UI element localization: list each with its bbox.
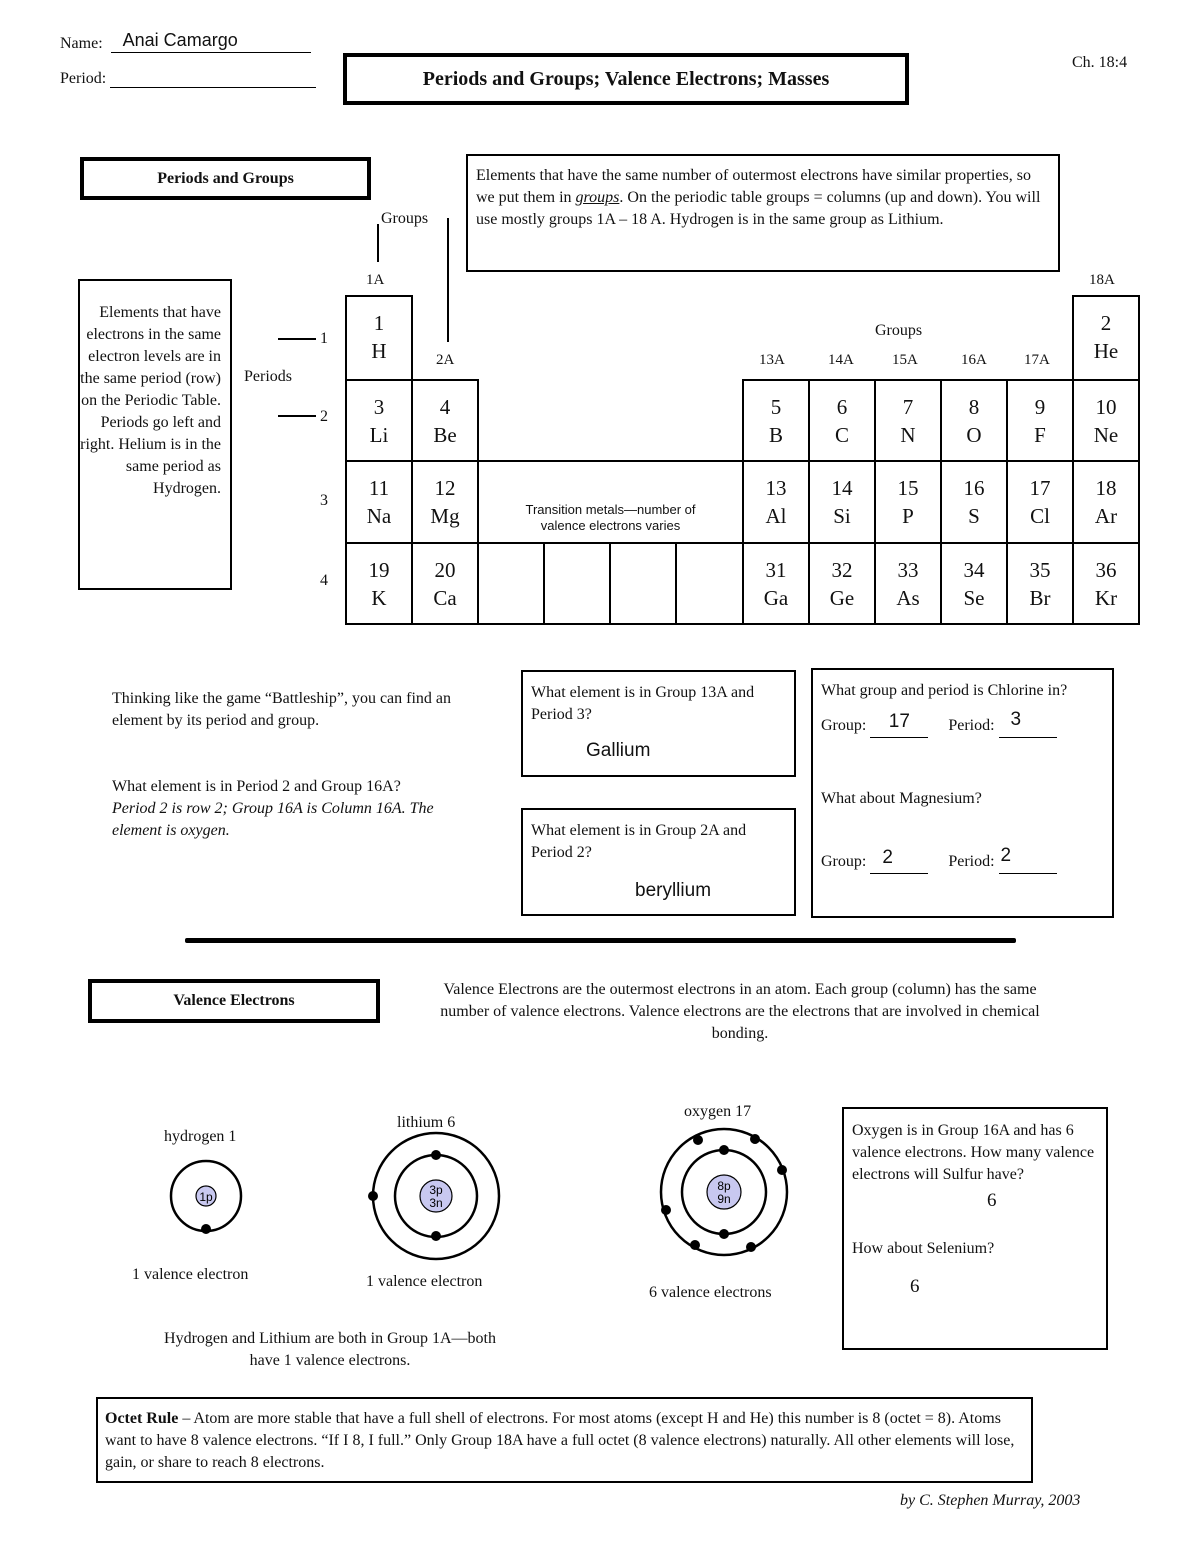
- lithium-atom-diagram: [362, 1130, 507, 1275]
- cl-period-value: 3: [1010, 709, 1022, 730]
- groups-note-em: groups: [575, 189, 620, 206]
- oxygen-caption: 6 valence electrons: [649, 1284, 772, 1301]
- element-cell: 20 Ca: [411, 542, 479, 625]
- period-2-pointer: [278, 415, 316, 417]
- q2-box: [521, 808, 796, 916]
- groups-note-b: . On the periodic table groups = columns (up and down). You will use mostly groups 1A – 18 A. Hydrogen is in the same group as Lithium.: [476, 189, 1041, 228]
- cl-group-field[interactable]: [870, 711, 928, 738]
- element-cell: 17 Cl: [1006, 460, 1074, 544]
- periods-note-box: [78, 279, 232, 590]
- period-number-1: 1: [320, 330, 328, 347]
- element-cell: 36 Kr: [1072, 542, 1140, 625]
- name-label: Name:: [60, 35, 103, 52]
- groups-note-a: Elements that have the same number of outermost electrons have similar properties, so we put them in: [476, 167, 1031, 206]
- groups-pointer-1a: [377, 224, 379, 262]
- cl-group-value: 17: [888, 711, 910, 732]
- cl-group-label: Group:: [821, 717, 867, 734]
- element-cell: 15 P: [874, 460, 942, 544]
- mg-group-value: 2: [882, 847, 893, 868]
- group-header-14a: 14A: [828, 352, 854, 368]
- element-cell: 11 Na: [345, 460, 413, 544]
- example-answer: Period 2 is row 2; Group 16A is Column 16A. The element is oxygen.: [112, 800, 434, 839]
- mg-period-label: Period:: [948, 853, 995, 870]
- oxygen-nucleus-p: 8p: [717, 1179, 731, 1193]
- group-header-17a: 17A: [1024, 352, 1050, 368]
- cl-answer-row: [821, 709, 1104, 738]
- octet-rule-box: [96, 1397, 1033, 1483]
- element-cell: 14 Si: [808, 460, 876, 544]
- period-number-2: 2: [320, 408, 328, 425]
- lithium-nucleus-p: 3p: [429, 1183, 443, 1197]
- q2-answer[interactable]: beryllium: [635, 880, 712, 901]
- group-header-16a: 16A: [961, 352, 987, 368]
- lithium-caption: 1 valence electron: [366, 1273, 483, 1290]
- element-cell: 6 C: [808, 379, 876, 462]
- hydrogen-caption: 1 valence electron: [132, 1266, 249, 1283]
- cl-period-label: Period:: [948, 717, 995, 734]
- q1-question: What element is in Group 13A and Period 3?: [531, 684, 755, 723]
- mg-period-field[interactable]: [999, 845, 1057, 874]
- period-field[interactable]: [110, 71, 316, 88]
- octet-rule-title: Octet Rule: [105, 1410, 179, 1427]
- q3-question: What group and period is Chlorine in?: [821, 682, 1068, 699]
- periods-groups-heading-box: [80, 157, 371, 200]
- period-1-pointer: [278, 338, 316, 340]
- element-cell: 4 Be: [411, 379, 479, 462]
- group-header-13a: 13A: [759, 352, 785, 368]
- group-header-1a: 1A: [366, 272, 385, 288]
- periods-label: Periods: [244, 368, 292, 385]
- transition-cell: [609, 542, 677, 625]
- example-question: What element is in Period 2 and Group 16A?: [112, 778, 401, 795]
- hydrogen-name: hydrogen 1: [164, 1128, 237, 1145]
- cl-period-field[interactable]: [999, 709, 1057, 738]
- sulfur-answer[interactable]: 6: [987, 1190, 997, 1211]
- selenium-answer[interactable]: 6: [910, 1276, 920, 1297]
- mg-group-field[interactable]: [870, 847, 928, 874]
- q2-question: What element is in Group 2A and Period 2?: [531, 822, 747, 861]
- title-box: [343, 53, 909, 105]
- page-title: Periods and Groups; Valence Electrons; Masses: [422, 68, 830, 90]
- group-header-2a: 2A: [436, 352, 455, 368]
- sulfur-question: Oxygen is in Group 16A and has 6 valence electrons. How many valence electrons will Sulfur have?: [852, 1122, 1095, 1183]
- periods-note: Elements that have electrons in the same electron levels are in the same period (row) on the Periodic Table. Periods go left and right. Helium is in the same period as Hydrogen.: [80, 304, 221, 497]
- battleship-text: Thinking like the game “Battleship”, you can find an element by its period and group.: [112, 690, 452, 729]
- groups-label: Groups: [381, 210, 429, 227]
- transition-metals-label: Transition metals—number of valence electrons varies: [525, 502, 696, 533]
- element-cell: 35 Br: [1006, 542, 1074, 625]
- credit: by C. Stephen Murray, 2003: [900, 1492, 1081, 1509]
- period-number-4: 4: [320, 572, 328, 589]
- oxygen-name: oxygen 17: [684, 1103, 752, 1120]
- hydrogen-nucleus-label: 1p: [199, 1190, 213, 1204]
- periods-groups-heading: Periods and Groups: [157, 170, 294, 187]
- groups-note-box: [466, 154, 1060, 272]
- element-cell: 9 F: [1006, 379, 1074, 462]
- element-cell: 12 Mg: [411, 460, 479, 544]
- element-cell: 32 Ge: [808, 542, 876, 625]
- element-cell: 3 Li: [345, 379, 413, 462]
- hydrogen-lithium-note: Hydrogen and Lithium are both in Group 1A—both have 1 valence electrons.: [164, 1330, 496, 1369]
- group-header-18a: 18A: [1089, 272, 1115, 288]
- sulfur-question-box: [842, 1107, 1108, 1350]
- period-label: Period:: [60, 70, 107, 87]
- element-cell: 8 O: [940, 379, 1008, 462]
- q1-answer[interactable]: Gallium: [586, 740, 651, 761]
- element-cell: 19 K: [345, 542, 413, 625]
- mg-group-label: Group:: [821, 853, 867, 870]
- oxygen-nucleus-n: 9n: [717, 1192, 731, 1206]
- q3-box: [811, 668, 1114, 918]
- octet-rule-text: – Atom are more stable that have a full shell of electrons. For most atoms (except H and He) this number is 8 (octet = 8). Atoms want to have 8 valence electrons. “If I 8, I full.” Only Group 18A have a full octet (8 valence electrons) naturally. All other elements will lose, gain, or share to reach 8 electrons.: [105, 1410, 1015, 1471]
- groups-label-2: Groups: [875, 322, 923, 339]
- valence-heading: Valence Electrons: [173, 992, 295, 1009]
- element-cell: 16 S: [940, 460, 1008, 544]
- groups-pointer-2a: [447, 218, 449, 342]
- lithium-name: lithium 6: [397, 1114, 456, 1131]
- element-cell: 34 Se: [940, 542, 1008, 625]
- element-cell: 7 N: [874, 379, 942, 462]
- transition-cell: [477, 542, 545, 625]
- transition-cell: [543, 542, 611, 625]
- valence-intro: Valence Electrons are the outermost electrons in an atom. Each group (column) has the same number of valence electrons. Valence electrons are the electrons that are involved in chemical bonding.: [440, 981, 1040, 1042]
- mg-period-value: 2: [1000, 845, 1012, 866]
- q1-box: [521, 670, 796, 777]
- element-cell: 33 As: [874, 542, 942, 625]
- mg-answer-row: [821, 845, 1104, 874]
- element-cell: 10 Ne: [1072, 379, 1140, 462]
- valence-heading-box: [88, 979, 380, 1023]
- section-divider: [185, 938, 1016, 943]
- selenium-question: How about Selenium?: [852, 1240, 995, 1257]
- element-cell: 18 Ar: [1072, 460, 1140, 544]
- element-cell: 31 Ga: [742, 542, 810, 625]
- transition-cell: [675, 542, 744, 625]
- period-row: [60, 70, 316, 88]
- element-cell: 2 He: [1072, 295, 1140, 381]
- chapter-label: Ch. 18:4: [1072, 54, 1128, 71]
- q4-question: What about Magnesium?: [821, 790, 982, 807]
- hydrogen-atom-diagram: [160, 1150, 255, 1245]
- element-cell: 1 H: [345, 295, 413, 381]
- transition-metals-cell: [477, 460, 744, 544]
- oxygen-atom-diagram: [650, 1125, 795, 1265]
- period-number-3: 3: [320, 492, 328, 509]
- element-cell: 13 Al: [742, 460, 810, 544]
- name-row: [60, 30, 311, 53]
- lithium-nucleus-n: 3n: [429, 1196, 443, 1210]
- element-cell: 5 B: [742, 379, 810, 462]
- group-header-15a: 15A: [892, 352, 918, 368]
- name-value[interactable]: Anai Camargo: [122, 30, 238, 50]
